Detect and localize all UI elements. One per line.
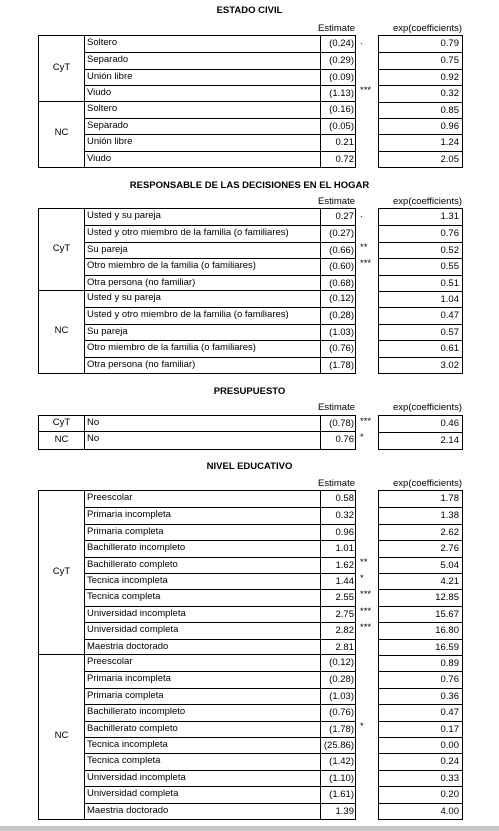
exp-value: 2.14 — [379, 432, 462, 448]
table-row — [84, 291, 356, 307]
row-label: Su pareja — [87, 325, 128, 337]
section-title: PRESUPUESTO — [213, 386, 286, 397]
row-label: Maestria doctorado — [87, 804, 169, 816]
row-label: Primaria incompleta — [87, 673, 171, 685]
row-label: Viudo — [87, 87, 112, 99]
exp-value: 1.04 — [379, 291, 462, 307]
significance-marker: *** — [360, 258, 372, 270]
estimate-value: (25.86) — [320, 738, 356, 753]
estimate-value: 0.58 — [320, 491, 356, 507]
group-block — [39, 36, 355, 102]
exp-value: 0.47 — [379, 307, 462, 323]
group-label: NC — [54, 433, 69, 445]
significance-marker: . — [360, 209, 363, 220]
estimate-value: (1.42) — [320, 754, 356, 769]
group-block — [39, 291, 355, 373]
estimate-table — [38, 35, 356, 168]
estimate-value: (0.29) — [320, 53, 356, 68]
row-label: Usted y su pareja — [87, 292, 161, 303]
exp-value: 12.85 — [379, 589, 462, 605]
exp-value: 16.59 — [379, 639, 462, 655]
estimate-value: 1.39 — [320, 804, 356, 819]
exp-value: 0.76 — [379, 671, 462, 687]
exp-value: 0.32 — [379, 85, 462, 101]
table-row — [84, 557, 356, 573]
estimate-value: (0.12) — [320, 291, 356, 307]
table-row — [84, 770, 356, 786]
estimate-value: (0.66) — [320, 243, 356, 258]
row-label: Viudo — [87, 152, 112, 164]
row-label: Separado — [87, 119, 129, 131]
exp-value: 16.80 — [379, 622, 462, 638]
exp-value: 0.85 — [379, 102, 462, 118]
estimate-value: (0.05) — [320, 119, 356, 134]
table-row — [84, 357, 356, 373]
exp-header: exp(coefficients) — [393, 402, 462, 413]
row-label: Preescolar — [87, 656, 133, 667]
row-label: Maestria doctorado — [87, 640, 169, 652]
row-label: Soltero — [87, 102, 118, 114]
section-title: NIVEL EDUCATIVO — [206, 461, 293, 472]
table-row — [84, 340, 356, 356]
group-block — [39, 432, 355, 448]
exp-value: 0.75 — [379, 52, 462, 68]
estimate-value: 0.72 — [320, 152, 356, 167]
row-label: Bachillerato completo — [87, 722, 178, 734]
group-label: NC — [54, 730, 69, 741]
row-label: Otra persona (no familiar) — [87, 358, 196, 370]
exp-header: exp(coefficients) — [393, 23, 462, 34]
row-label: No — [87, 433, 100, 445]
row-label: Otra persona (no familiar) — [87, 276, 196, 288]
table-row — [84, 102, 356, 118]
exp-value: 0.61 — [379, 340, 462, 356]
significance-marker: * — [360, 720, 364, 732]
estimate-header: Estimate — [318, 478, 355, 489]
group-label: CyT — [52, 61, 71, 73]
significance-marker: *** — [360, 416, 372, 427]
exp-value: 1.78 — [440, 493, 459, 504]
row-label: Soltero — [87, 37, 118, 48]
table-row — [84, 622, 356, 638]
row-label: Primaria completa — [87, 525, 164, 537]
estimate-value: (1.03) — [320, 325, 356, 340]
group-label: CyT — [52, 417, 71, 429]
section-title: ESTADO CIVIL — [216, 5, 283, 16]
exp-table — [378, 490, 463, 820]
table-row — [84, 589, 356, 605]
exp-value: 5.04 — [379, 557, 462, 573]
significance-marker: *** — [360, 589, 372, 601]
estimate-value: (0.60) — [320, 259, 356, 274]
estimate-value: (1.78) — [320, 358, 356, 373]
significance-marker: * — [360, 432, 364, 444]
table-row — [84, 721, 356, 737]
estimate-value: 2.75 — [320, 607, 356, 622]
estimate-value: 0.76 — [320, 432, 356, 448]
exp-value: 4.00 — [379, 803, 462, 819]
estimate-value: (0.76) — [320, 705, 356, 720]
row-label: No — [87, 417, 100, 428]
table-row — [84, 242, 356, 258]
row-label: Usted y su pareja — [87, 210, 161, 221]
table-row — [84, 258, 356, 274]
significance-marker: *** — [360, 85, 372, 97]
estimate-header: Estimate — [318, 196, 355, 207]
exp-value: 0.20 — [379, 786, 462, 802]
table-row — [84, 524, 356, 540]
significance-marker: ** — [360, 241, 368, 253]
group-block — [39, 102, 355, 168]
table-row — [84, 688, 356, 704]
exp-value: 0.96 — [379, 118, 462, 134]
exp-header: exp(coefficients) — [393, 478, 462, 489]
row-label: Usted y otro miembro de la familia (o familiares) — [87, 309, 289, 321]
table-row — [84, 118, 356, 134]
exp-table — [378, 415, 463, 450]
table-row — [84, 737, 356, 753]
significance-marker: *** — [360, 622, 372, 634]
exp-value: 0.17 — [379, 721, 462, 737]
table-row — [84, 671, 356, 687]
table-row — [84, 432, 356, 448]
table-row — [84, 225, 356, 241]
estimate-value: (0.28) — [320, 308, 356, 323]
group-block — [39, 416, 355, 432]
group-label: CyT — [52, 243, 71, 254]
estimate-value: (0.27) — [320, 226, 356, 241]
estimate-value: (0.78) — [320, 416, 356, 432]
exp-value: 0.57 — [379, 324, 462, 340]
exp-value: 0.00 — [379, 737, 462, 753]
exp-header: exp(coefficients) — [393, 196, 462, 207]
table-row — [84, 540, 356, 556]
estimate-value: (1.13) — [320, 86, 356, 101]
table-row — [84, 307, 356, 323]
table-row — [84, 655, 356, 671]
exp-value: 0.92 — [379, 69, 462, 85]
exp-value: 0.47 — [379, 704, 462, 720]
table-row — [84, 52, 356, 68]
exp-value: 0.33 — [379, 770, 462, 786]
significance-marker: . — [360, 36, 363, 47]
row-label: Su pareja — [87, 243, 128, 255]
row-label: Bachillerato incompleto — [87, 542, 186, 554]
estimate-value: (0.12) — [320, 655, 356, 671]
table-row — [84, 134, 356, 150]
group-label: NC — [54, 325, 69, 336]
exp-value: 0.89 — [379, 655, 462, 671]
table-row — [84, 69, 356, 85]
table-row — [84, 606, 356, 622]
group-label: NC — [54, 127, 69, 139]
table-row — [84, 85, 356, 101]
row-label: Universidad incompleta — [87, 771, 186, 783]
exp-value: 1.31 — [440, 211, 459, 222]
row-label: Otro miembro de la familia (o familiares) — [87, 260, 256, 272]
section-title: RESPONSABLE DE LAS DECISIONES EN EL HOGAR — [129, 180, 370, 191]
exp-value: 0.51 — [379, 275, 462, 291]
exp-value: 1.24 — [379, 134, 462, 150]
table-row — [84, 324, 356, 340]
exp-value: 3.02 — [379, 357, 462, 373]
table-row — [84, 573, 356, 589]
exp-value: 1.38 — [379, 507, 462, 523]
table-row — [84, 786, 356, 802]
estimate-value: 0.32 — [320, 508, 356, 523]
table-row — [84, 151, 356, 167]
exp-value: 2.76 — [379, 540, 462, 556]
estimate-table — [38, 208, 356, 374]
exp-value: 2.05 — [379, 151, 462, 167]
estimate-value: 2.82 — [320, 623, 356, 638]
table-row — [84, 275, 356, 291]
exp-value: 0.24 — [379, 753, 462, 769]
exp-value: 0.52 — [379, 242, 462, 258]
estimate-value: (1.10) — [320, 771, 356, 786]
exp-value: 0.36 — [379, 688, 462, 704]
exp-value: 2.62 — [379, 524, 462, 540]
significance-marker: ** — [360, 556, 368, 568]
bottom-divider — [0, 826, 499, 831]
group-label: CyT — [52, 566, 71, 577]
exp-value: 0.79 — [440, 38, 459, 49]
exp-table — [378, 208, 463, 374]
estimate-value: 2.55 — [320, 590, 356, 605]
group-block — [39, 209, 355, 291]
table-row — [84, 753, 356, 769]
row-label: Bachillerato completo — [87, 558, 178, 570]
exp-table — [378, 35, 463, 168]
table-row — [84, 507, 356, 523]
row-label: Tecnica completa — [87, 591, 161, 603]
group-block — [39, 655, 355, 819]
estimate-header: Estimate — [318, 23, 355, 34]
table-row — [84, 416, 356, 432]
estimate-value: (1.03) — [320, 689, 356, 704]
row-label: Usted y otro miembro de la familia (o familiares) — [87, 227, 289, 239]
estimate-value: (0.28) — [320, 672, 356, 687]
estimate-value: 1.62 — [320, 558, 356, 573]
row-label: Universidad completa — [87, 624, 179, 636]
row-label: Bachillerato incompleto — [87, 706, 186, 718]
estimate-value: (0.16) — [320, 102, 356, 118]
estimate-value: 2.81 — [320, 640, 356, 655]
row-label: Primaria incompleta — [87, 509, 171, 521]
estimate-value: (1.61) — [320, 787, 356, 802]
estimate-value: (0.68) — [320, 276, 356, 291]
row-label: Unión libre — [87, 70, 133, 82]
significance-marker: *** — [360, 605, 372, 617]
exp-value: 15.67 — [379, 606, 462, 622]
exp-value: 4.21 — [379, 573, 462, 589]
exp-value: 0.46 — [440, 418, 459, 429]
table-row — [84, 209, 356, 225]
table-row — [84, 491, 356, 507]
row-label: Primaria completa — [87, 689, 164, 701]
exp-value: 0.55 — [379, 258, 462, 274]
estimate-value: (1.78) — [320, 722, 356, 737]
table-row — [84, 36, 356, 52]
estimate-value: 0.96 — [320, 525, 356, 540]
estimate-table — [38, 415, 356, 450]
row-label: Separado — [87, 54, 129, 66]
estimate-value: 0.21 — [320, 135, 356, 150]
table-row — [84, 704, 356, 720]
estimate-value: 0.27 — [320, 209, 356, 225]
row-label: Tecnica incompleta — [87, 739, 168, 750]
row-label: Unión libre — [87, 136, 133, 148]
significance-marker: * — [360, 573, 364, 584]
table-row — [84, 803, 356, 819]
estimate-value: (0.09) — [320, 70, 356, 85]
estimate-value: 1.44 — [320, 574, 356, 589]
row-label: Tecnica completa — [87, 755, 161, 767]
exp-value: 0.76 — [379, 225, 462, 241]
row-label: Universidad completa — [87, 788, 179, 800]
group-block — [39, 491, 355, 655]
estimate-value: (0.76) — [320, 341, 356, 356]
estimate-header: Estimate — [318, 402, 355, 413]
estimate-table — [38, 490, 356, 820]
estimate-value: (0.24) — [320, 36, 356, 52]
row-label: Universidad incompleta — [87, 607, 186, 619]
estimate-value: 1.01 — [320, 541, 356, 556]
row-label: Otro miembro de la familia (o familiares) — [87, 342, 256, 354]
table-row — [84, 639, 356, 655]
row-label: Preescolar — [87, 492, 133, 503]
row-label: Tecnica incompleta — [87, 575, 168, 586]
